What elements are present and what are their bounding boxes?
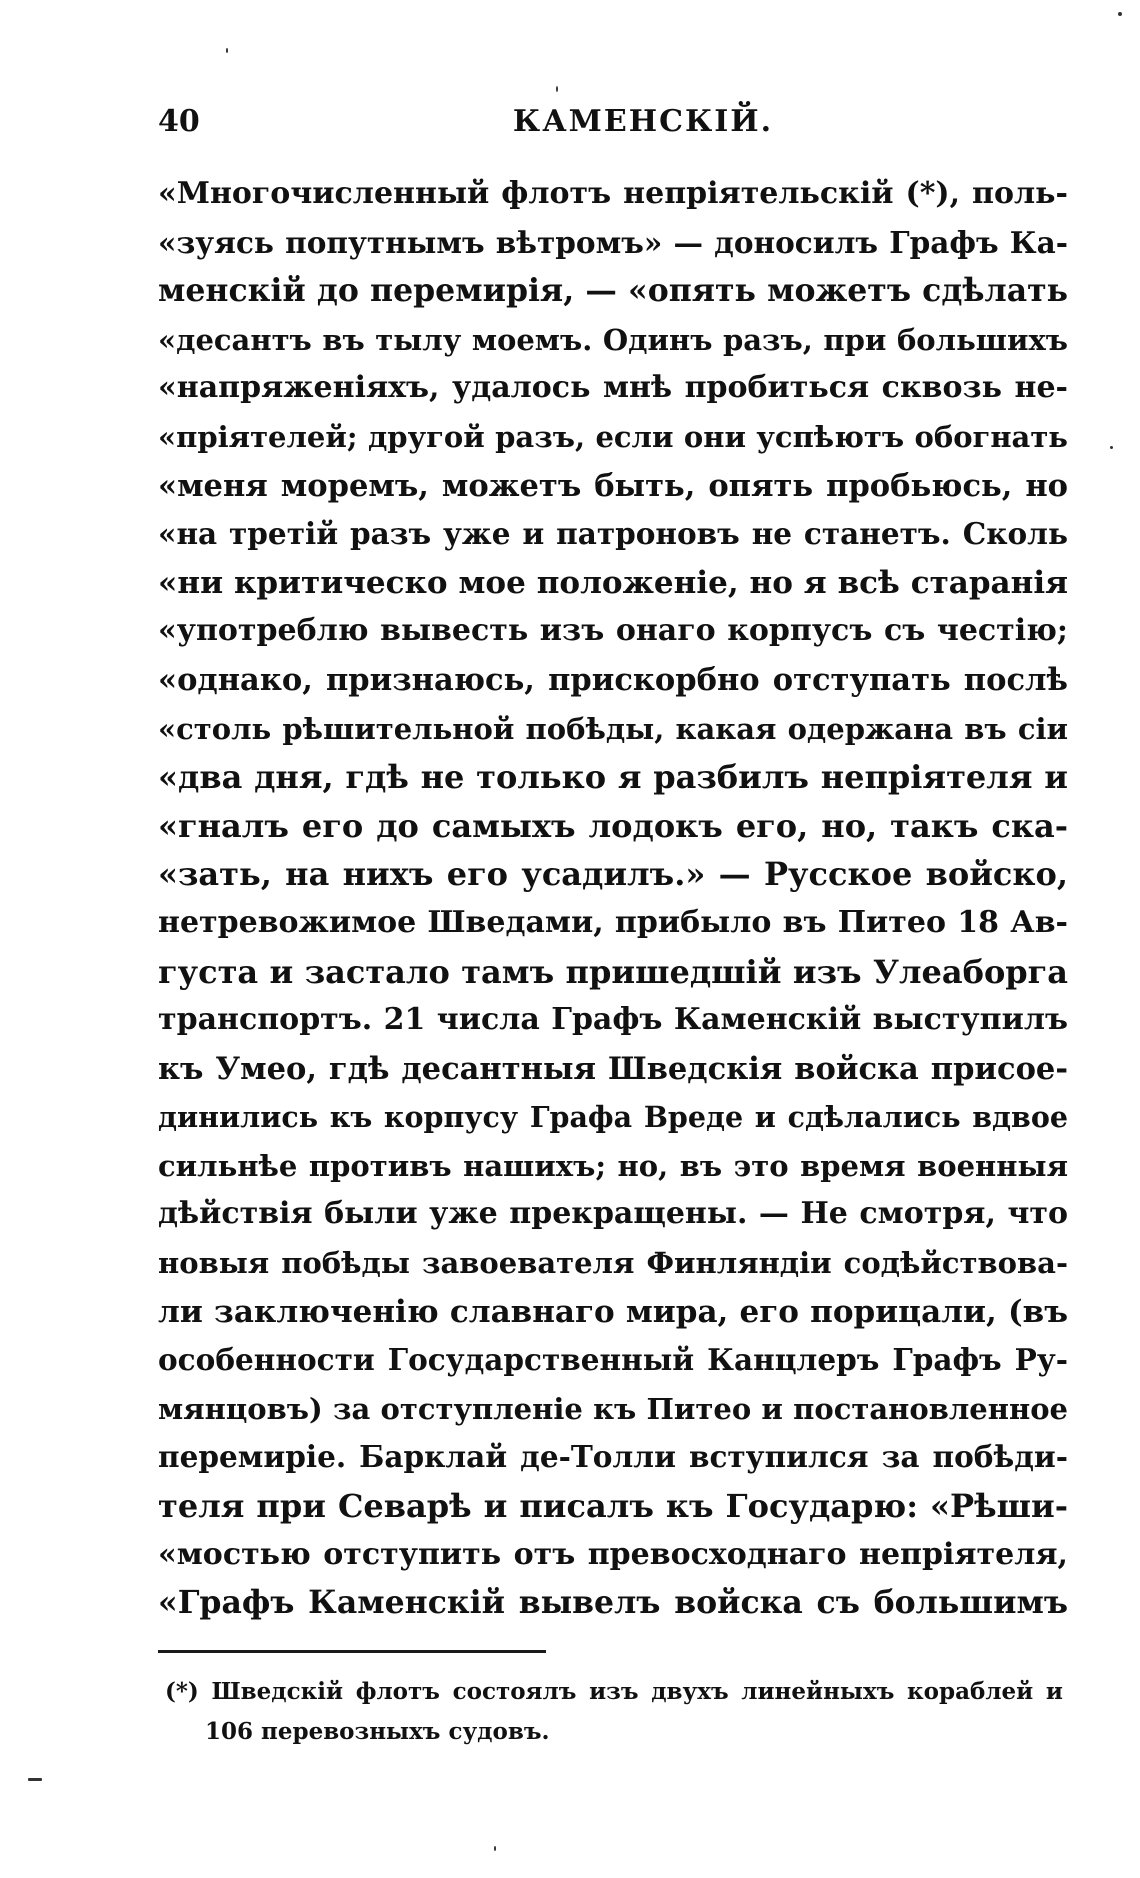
scan-speck — [226, 48, 228, 53]
page-header — [158, 104, 1068, 144]
main-text — [158, 170, 1068, 1628]
text-line: перемиріе. Барклай де-Толли вступился за побѣди- — [158, 1439, 1068, 1475]
text-line: менскій до перемирія, — «опять можетъ сдѣлать — [158, 272, 1068, 310]
text-line: транспортъ. 21 числа Графъ Каменскій выступилъ — [158, 1002, 1068, 1038]
text-line: «десантъ въ тылу моемъ. Одинъ разъ, при большихъ — [158, 322, 1068, 357]
text-line: «ни критическо мое положеніе, но я всѣ старанія — [158, 564, 1068, 601]
text-line: динились къ корпусу Графа Вреде и сдѣлались вдвое — [158, 1100, 1068, 1135]
text-line: «зуясь попутнымъ вѣтромъ» — доносилъ Графъ Ка- — [158, 224, 1068, 260]
text-line: нетревожимое Шведами, прибыло въ Питео 18 Ав- — [158, 904, 1068, 940]
text-line: «однако, признаюсь, прискорбно отступать послѣ — [158, 661, 1068, 698]
text-line: «пріятелей; другой разъ, если они успѣютъ обогнать — [158, 419, 1068, 454]
footnote — [165, 1672, 1063, 1752]
scan-speck — [556, 86, 558, 92]
text-line: мянцовъ) за отступленіе къ Питео и постановленное — [158, 1391, 1068, 1426]
footnote-divider — [158, 1650, 546, 1653]
page-number: 40 — [158, 104, 200, 139]
text-line: новыя побѣды завоевателя Финляндіи содѣйствова- — [158, 1246, 1068, 1281]
footnote-line: 106 перевозныхъ судовъ. — [205, 1718, 550, 1745]
text-line: «зать, на нихъ его усадилъ.» — Русское войско, — [158, 855, 1068, 894]
scan-speck — [28, 1778, 42, 1781]
footnote-line: (*) Шведскій флотъ состоялъ изъ двухъ линейныхъ кораблей и — [165, 1678, 1063, 1705]
text-line: «гналъ его до самыхъ лодокъ его, но, такъ ска- — [158, 806, 1068, 845]
text-line: «Графъ Каменскій вывелъ войска съ большимъ — [158, 1584, 1068, 1622]
text-line: «на третій разъ уже и патроновъ не станетъ. Сколь — [158, 516, 1068, 552]
running-head: КАМЕНСКІЙ. — [512, 104, 774, 139]
text-line: «употреблю вывесть изъ онаго корпусъ съ честію; — [158, 613, 1068, 649]
text-line: «столь рѣшительной побѣды, какая одержана въ сіи — [158, 711, 1068, 746]
text-line: «Многочисленный флотъ непріятельскій (*), поль- — [158, 176, 1068, 211]
scan-speck — [1110, 446, 1113, 449]
scan-speck — [494, 1846, 496, 1851]
text-line: «меня моремъ, можетъ быть, опять пробьюсь, но — [158, 467, 1068, 504]
text-line: дѣйствія были уже прекращены. — Не смотря, что — [158, 1196, 1068, 1232]
text-line: густа и застало тамъ пришедшій изъ Улеаборга — [158, 952, 1068, 991]
text-line: сильнѣе противъ нашихъ; но, въ это время военныя — [158, 1148, 1068, 1183]
text-line: къ Умео, гдѣ десантныя Шведскія войска присое- — [158, 1050, 1068, 1087]
text-line: «мостью отступить отъ превосходнаго непріятеля, — [158, 1536, 1068, 1572]
scan-speck — [1118, 12, 1122, 16]
text-line: ли заключенію славнаго мира, его порицали, (въ — [158, 1293, 1068, 1330]
text-line: «два дня, гдѣ не только я разбилъ непріятеля и — [158, 758, 1068, 797]
text-line: «напряженіяхъ, удалось мнѣ пробиться сквозь не- — [158, 370, 1068, 406]
text-line: теля при Севарѣ и писалъ къ Государю: «Рѣши- — [158, 1487, 1068, 1526]
text-line: особенности Государственный Канцлеръ Графъ Ру- — [158, 1342, 1068, 1378]
